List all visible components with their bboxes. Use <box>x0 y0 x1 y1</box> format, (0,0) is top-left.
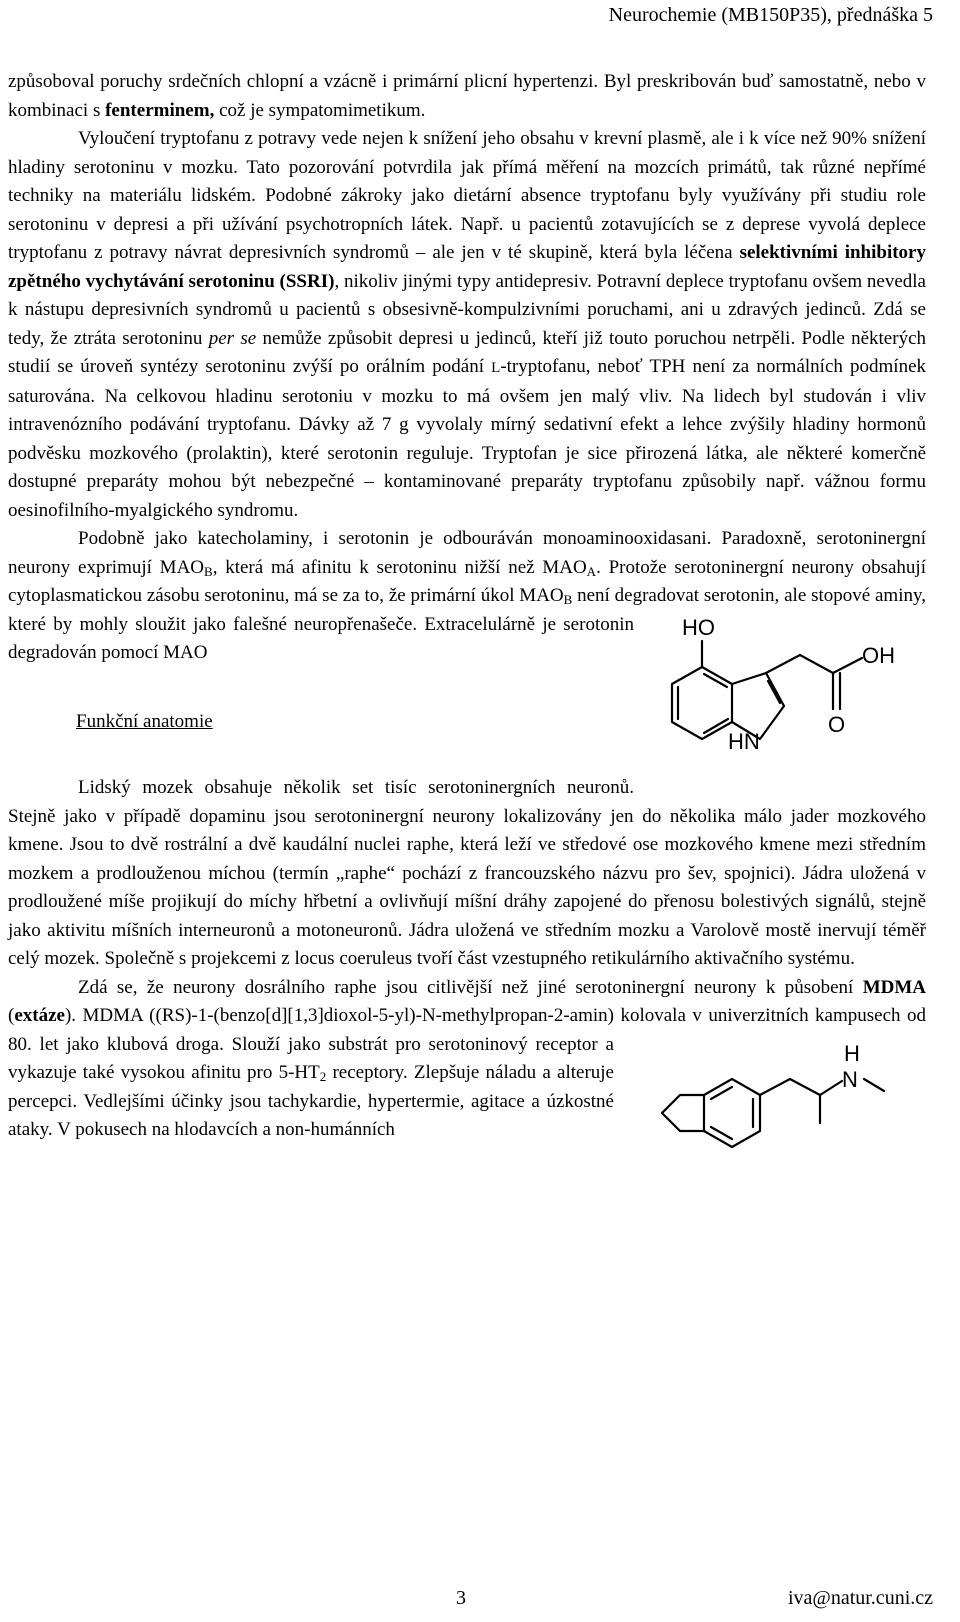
amine-h-label: H <box>844 1040 860 1066</box>
term-extaze: extáze <box>14 1005 65 1026</box>
5-hiaa-structure-figure <box>652 611 938 801</box>
paragraph-tryptophan: Vyloučení tryptofanu z potravy vede nejen k snížení jeho obsahu v krevní plasmě, ale i k více než 90% snížení hladiny serotoninu v mozku. Tato pozorování potvrdila jak přímá měření na mozcích primátů, tak různé nepřímé techniky na materiálu lidském. Podobné zákroky jako dietární absence tryptofanu byly využívány při studiu role serotoninu v depresi a při užívání psychotropních látek. Např. u pacientů zotavujících se z deprese vyvolá deplece tryptofanu z potravy návrat depresivních syndromů – ale jen v té skupině, která byla léčena selektivními inhibitory zpětného vychytávání serotoninu (SSRI), nikoliv jinými typy antidepresiv. Potravní deplece tryptofanu ovšem nevedla k nástupu depresivních syndromů u pacientů s obsesivně-kompulzivními poruchami, ani u zdravých jedinců. Zdá se tedy, že ztráta serotoninu per se nemůže způsobit depresi u jedinců, kteří již touto poruchou netrpěli. Podle některých studií se úroveň syntézy serotoninu zvýší po orálním podání L-tryptofanu, neboť TPH není za normálních podmínek saturována. Na celkovou hladinu serotoniu v mozku to má ovšem jen malý vliv. Na lidech byl studován i vliv intravenózního podávání tryptofanu. Dávky až 7 g vyvolaly mírný sedativní efekt a lehce zvýšily hladiny hormonů podvěsku mozkového (prolaktin), které serotonin reguluje. Tryptofan je sice přirozená látka, ale některé komerčně dostupné preparáty mohou být nebezpečné – kontaminované preparáty tryptofanu způsobily např. vážnou formu oesinofilního-myalgického syndromu. <box>8 128 927 521</box>
footer-email: iva@natur.cuni.cz <box>787 1587 933 1609</box>
acid-oh-label: OH <box>862 642 895 668</box>
paragraph-mdma: Zdá se, že neurony dosrálního raphe jsou citlivější než jiné serotoninergní neurony k působení MDMA (extáze). MDMA ((RS)-1-(benzo[d][1,3]dioxol-5-yl)-N-methylpropan-2-amin) kolovala v univerzitních kampusech od 80. let jako klubová droga. Slouží jako substrát H N pro serotoninový receptor a vykazuje také vysokou afinitu pro $5-HT_2$ receptory. Zlepšuje náladu a alteruje percepci. Vedlejšími účinky jsou tachykardie, hypertermie, agitace a úzkostné ataky. V pokusech na hlodavcích a non-humánních <box>8 974 926 1145</box>
term-fentermin: fenterminem, <box>105 99 215 121</box>
page-number: 3 <box>456 1587 466 1609</box>
document-body <box>8 68 926 1165</box>
hydroxyl-label: HO <box>682 614 715 640</box>
term-mdma: MDMA <box>862 976 926 998</box>
amine-n-label: N <box>842 1066 858 1092</box>
running-header: Neurochemie (MB150P35), přednáška 5 <box>608 4 933 26</box>
text-before-figure: ). MDMA ((RS)-1-(benzo[d][1,3]dioxol-5-yl)-N-methylpropan-2-amin) kolovala v univerzitních kampusech od 80. let jako klubová droga. Slouží jako substrát H N pro serotoninový receptor a vykazuje také vysokou afinitu pro 5-HT <box>8 1005 926 1083</box>
indole-nh-label: HN <box>728 728 760 754</box>
carbonyl-o-label: O <box>828 711 846 737</box>
paragraph-mao: Podobně jako katecholaminy, i serotonin je odbouráván monoaminooxidasani. Paradoxně, serotoninergní neurony exprimují $MAO_B$, která má afinitu k serotoninu nižší než $MAO_A$. Protože serotoninergní neurony obsahují cytoplasmatickou zásobu serotoninu, má se za to, že primární úkol $MAO_B$ není degradovat serotonin, ale stopové aminy, které by mohly HO OH O HN sloužit jako falešné neuropřenašeče. Extracelulárně je serotonin degradován pomocí MAO <box>8 525 926 668</box>
paragraph-continuation: způsoboval poruchy srdečních chlopní a vzácně i primární plicní hypertenzi. Byl preskribován buď samostatně, nebo v kombinaci s fenterminem, což je sympatomimetikum. <box>8 71 926 121</box>
text-before-figure: není degradovat serotonin, ale stopové aminy, které by mohly HO OH O HN sloužit jako falešné neuropřenašeče. Extracelulárně je serotonin degradován pomocí MAO <box>8 585 926 663</box>
term-ssri: selektivními inhibitory zpětného vychytávání serotoninu (SSRI) <box>8 242 926 292</box>
paragraph-anatomy: Lidský mozek obsahuje několik set tisíc serotoninergních neuronů. Stejně jako v případě dopaminu jsou serotoninergní neurony lokalizovány jen do několika málo jader mozkového kmene. Jsou to dvě rostrální a dvě kaudální nuclei raphe, která leží ve středové ose mozkového kmene mezi středním mozkem a prodlouženou míchou (termín „raphe“ pochází z francouzského názvu pro šev, spojnici). Jádra uložená v prodloužené míše projikují do míchy hřbetní a ovlivňují míšní dráhy zapojené do přenosu bolestivých signálů, stejně jako aktivitu míšních interneuronů a motoneuronů. Jádra uložená ve středním mozku a Varolově mostě inervují téměř celý mozek. Společně s projekcemi z locus coeruleus tvoří část vzestupného retikulárního aktivačního systému. <box>8 777 926 969</box>
section-heading: Funkční anatomie <box>76 710 213 732</box>
mdma-structure-figure <box>632 1035 936 1165</box>
